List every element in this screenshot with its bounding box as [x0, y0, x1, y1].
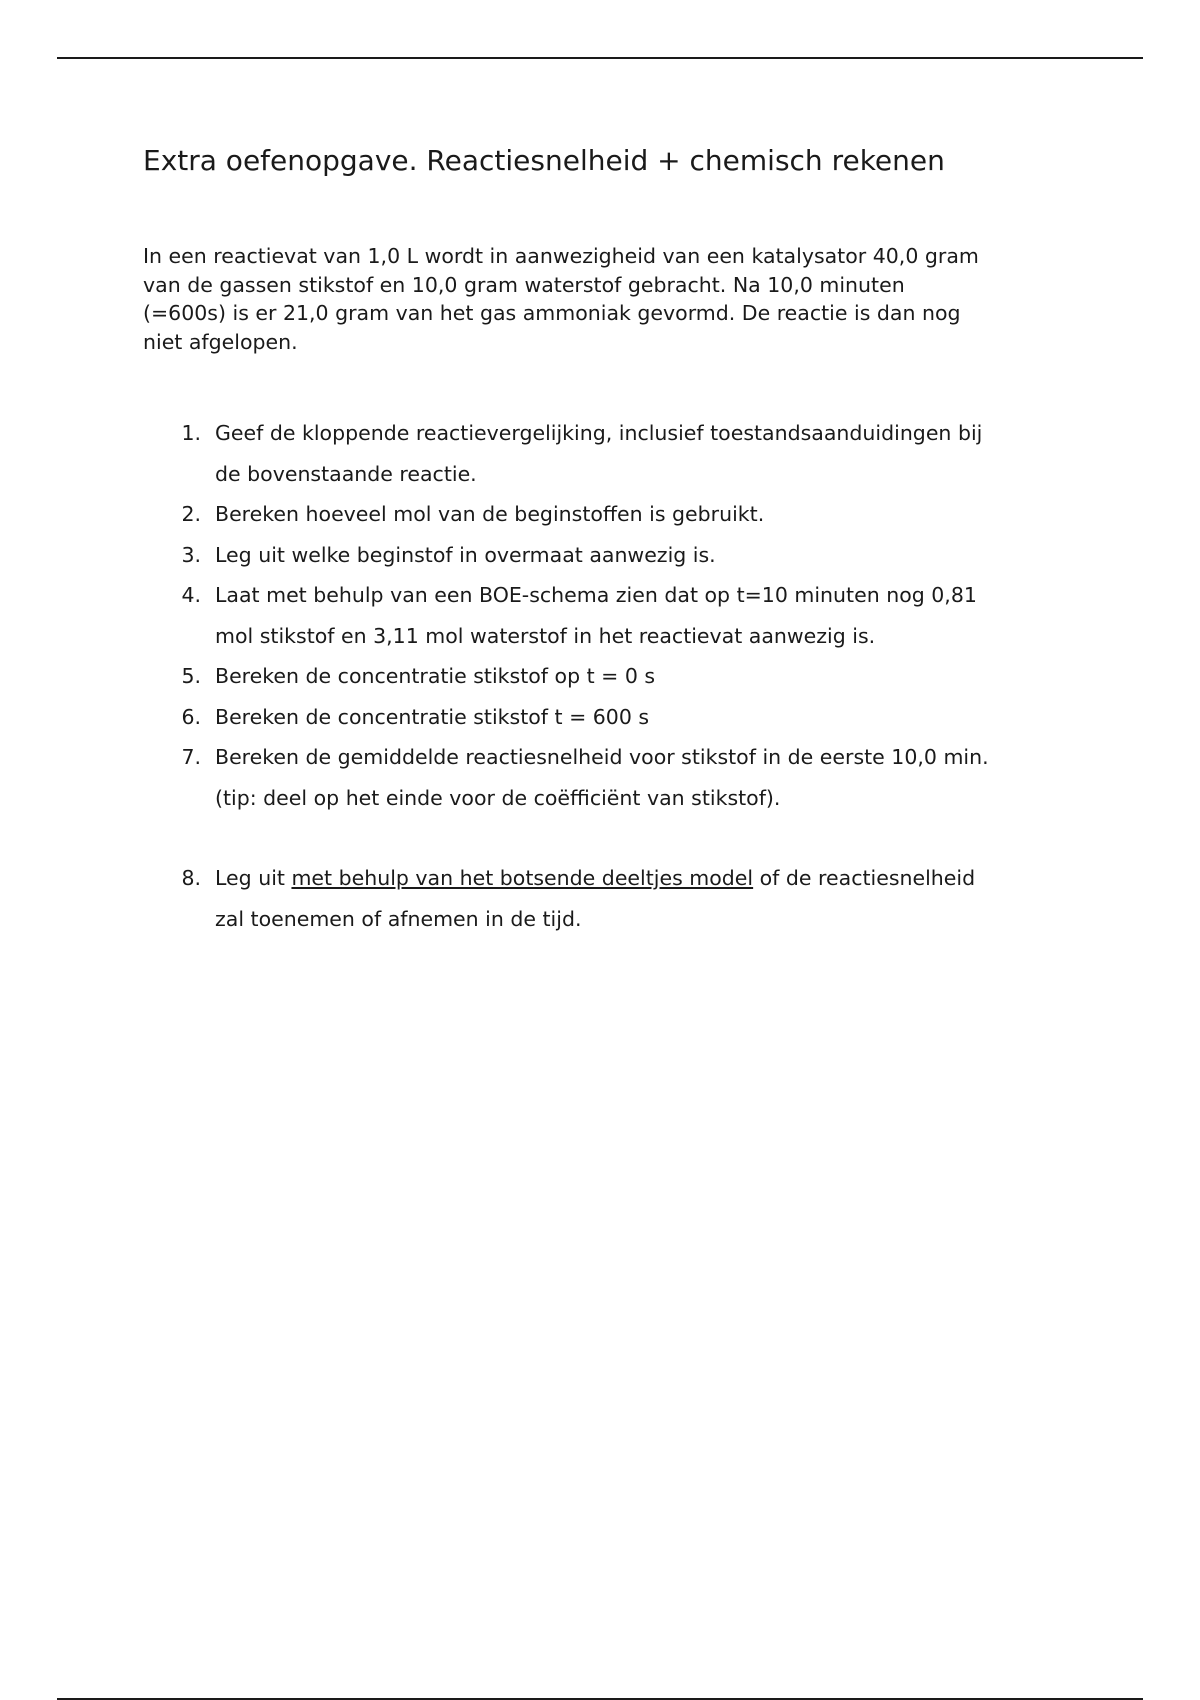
intro-paragraph — [143, 242, 1073, 356]
question-number: 1. — [181, 421, 201, 445]
question-text: Bereken hoeveel mol van de beginstoffen is gebruikt. — [215, 502, 765, 526]
question-number: 7. — [181, 745, 201, 769]
question-number: 2. — [181, 502, 201, 526]
question-text: de bovenstaande reactie. — [215, 461, 477, 486]
question-text: Geef de kloppende reactievergelijking, inclusief toestandsaanduidingen bij — [215, 421, 983, 445]
question-item — [143, 697, 1073, 738]
question-item — [143, 413, 1073, 494]
intro-line: In een reactievat van 1,0 L wordt in aanwezigheid van een katalysator 40,0 gram — [143, 244, 979, 268]
document-title: Extra oefenopgave. Reactiesnelheid + chemisch rekenen — [143, 144, 945, 177]
question-number: 6. — [181, 704, 201, 729]
question-text: zal toenemen of afnemen in de tijd. — [215, 906, 582, 931]
question-text: Bereken de concentratie stikstof op t = 0 s — [215, 664, 656, 688]
question-text: Bereken de concentratie stikstof t = 600 s — [215, 704, 650, 729]
question-item — [143, 535, 1073, 576]
question-number: 3. — [181, 542, 201, 567]
question-number: 4. — [181, 583, 201, 607]
question-text-prefix: Leg uit — [215, 866, 292, 890]
question-text: Laat met behulp van een BOE-schema zien dat op t=10 minuten nog 0,81 — [215, 583, 977, 607]
header-rule — [57, 57, 1143, 59]
question-text-suffix: of de reactiesnelheid — [753, 866, 976, 890]
underlined-phrase: met behulp van het botsende deeltjes model — [291, 866, 754, 890]
question-number: 5. — [181, 664, 201, 688]
question-item — [143, 858, 1073, 939]
question-text: (tip: deel op het einde voor de coëfficiënt van stikstof). — [215, 785, 781, 810]
question-list — [143, 413, 1073, 939]
intro-line: (=600s) is er 21,0 gram van het gas ammoniak gevormd. De reactie is dan nog — [143, 301, 961, 325]
question-text: Bereken de gemiddelde reactiesnelheid voor stikstof in de eerste 10,0 min. — [215, 745, 989, 769]
intro-line: niet afgelopen. — [143, 329, 298, 354]
question-text: mol stikstof en 3,11 mol waterstof in het reactievat aanwezig is. — [215, 623, 876, 648]
intro-line: van de gassen stikstof en 10,0 gram waterstof gebracht. Na 10,0 minuten — [143, 272, 905, 297]
question-item — [143, 656, 1073, 697]
question-item — [143, 737, 1073, 818]
question-number: 8. — [181, 866, 201, 890]
question-text: Leg uit welke beginstof in overmaat aanwezig is. — [215, 542, 716, 567]
question-item — [143, 494, 1073, 535]
question-item — [143, 575, 1073, 656]
